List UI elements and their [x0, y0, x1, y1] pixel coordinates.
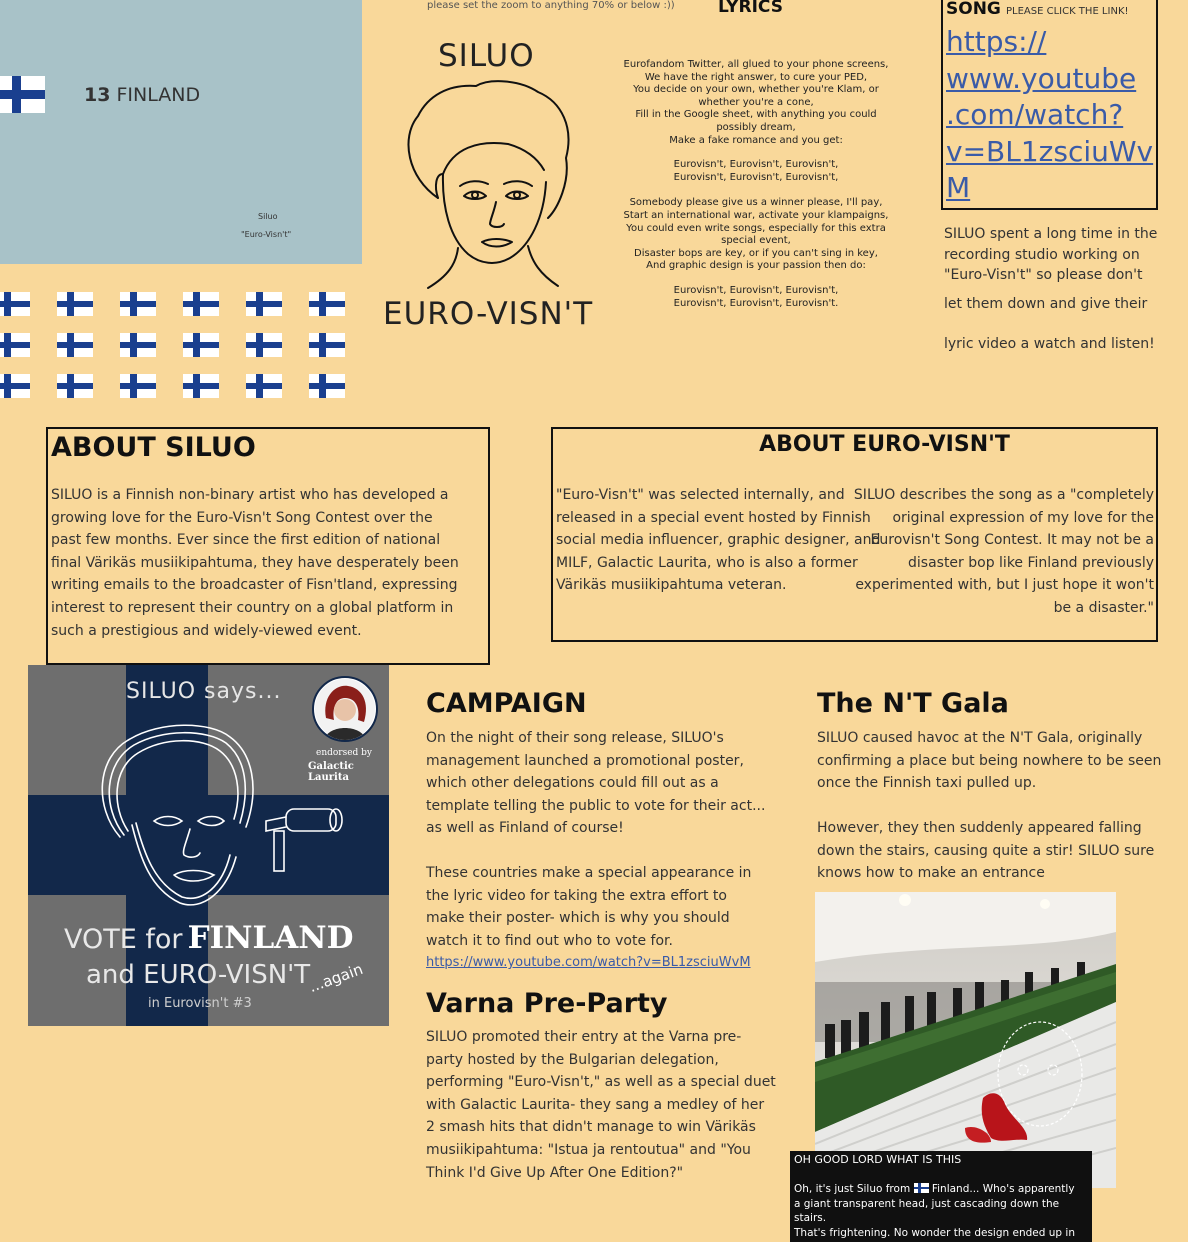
campaign-title: CAMPAIGN: [426, 688, 587, 719]
card-country: FINLAND: [116, 84, 201, 106]
flag-grid: [0, 292, 360, 402]
poster-finland: FINLAND: [187, 920, 354, 956]
finland-flag-icon: [309, 292, 345, 316]
finland-flag-icon: [183, 374, 219, 398]
card-artist: Siluo: [258, 212, 278, 221]
campaign-youtube-link[interactable]: https://www.youtube.com/watch?v=BL1zsciuWvM: [426, 955, 751, 970]
poster-says: SILUO says...: [126, 679, 282, 704]
about-siluo-title: ABOUT SILUO: [51, 432, 256, 463]
tweet-line-3: stairs.: [794, 1212, 827, 1224]
tweet-line-2: a giant transparent head, just cascading down the: [794, 1197, 1060, 1210]
tweet-line-4: That's frightening. No wonder the design ended up in: [794, 1226, 1075, 1239]
finland-flag-icon: [120, 374, 156, 398]
finland-flag-icon: [246, 374, 282, 398]
song-label: SONG: [946, 0, 1001, 19]
finland-flag-icon: [120, 292, 156, 316]
song-click-note: PLEASE CLICK THE LINK!: [1005, 6, 1129, 17]
lyrics-verse-1: Eurofandom Twitter, all glued to your phone screens, We have the right answer, to cure your PED, You decide on your own, whether you're Klam, or whether you're a cone, Fill in the Google sheet, with anything you could possibly dream, Make a fake romance and you get:: [623, 59, 889, 146]
siluo-face-icon: [90, 717, 350, 932]
gala-p2: However, they then suddenly appeared falling down the stairs, causing quite a stir! SILUO sure knows how to make an entrance: [817, 820, 1155, 882]
lyrics-chorus-1: Eurovisn't, Eurovisn't, Eurovisn't, Eurovisn't, Eurovisn't, Eurovisn't,: [673, 159, 839, 183]
tweet-card: [790, 1151, 1092, 1242]
poster-endorser: Galactic Laurita: [308, 761, 354, 783]
card-number: 13: [84, 84, 111, 106]
gala-stairs-photo: [815, 892, 1116, 1188]
song-info-p3: lyric video a watch and listen!: [944, 336, 1155, 352]
finland-flag-icon: [246, 292, 282, 316]
gala-photo: [815, 892, 1116, 1188]
finland-flag-icon: [120, 333, 156, 357]
tweet-header: OH GOOD LORD WHAT IS THIS: [794, 1153, 962, 1166]
tweet-body: [794, 1182, 1092, 1240]
logo-song: EURO-VISN'T: [383, 296, 594, 332]
country-card: [0, 0, 362, 264]
poster-and: and EURO-VISN'T: [86, 960, 311, 990]
about-song-right: SILUO describes the song as a "completely original expression of my love for the Eurovisn't Song Contest. It may not be a disaster bop like Finland previously experimented with, but I just hope it won't be a disaster.": [853, 487, 1154, 616]
poster-vote: VOTE for: [64, 924, 183, 955]
song-youtube-link[interactable]: https:// www.youtube .com/watch? v=BL1zsciuWv M: [946, 25, 1154, 205]
about-siluo-box: [46, 427, 490, 665]
finland-flag-icon: [0, 374, 30, 398]
lyrics-verse-2: Somebody please give us a winner please, I'll pay, Start an international war, activate your klampaigns, You could even write songs, especially for this extra special event, Disaster bops are key, or if you can't sing in key, And graphic design is your passion then do:: [623, 197, 889, 272]
varna-text: SILUO promoted their entry at the Varna pre-party hosted by the Bulgarian delegation, performing "Euro-Visn't," as well as a special duet with Galactic Laurita- they sang a medley of her 2 smash hits that didn't manage to win Värikäs musiikipahtuma: "Istua ja rentoutua" and "You Think I'd Give Up After One Edition?": [426, 1029, 776, 1181]
lyrics-title: LYRICS: [718, 0, 783, 17]
finland-flag-icon: [183, 333, 219, 357]
about-song-title: ABOUT EURO-VISN'T: [759, 432, 1010, 457]
vote-poster: [28, 665, 389, 1026]
campaign-p2: These countries make a special appearance in the lyric video for taking the extra effort to make their poster- which is why you should watch it to find out who to vote for.: [426, 865, 752, 949]
poster-edition: in Eurovisn't #3: [148, 996, 252, 1011]
finland-flag-icon: [309, 333, 345, 357]
zoom-note: please set the zoom to anything 70% or below :)): [427, 0, 675, 11]
song-info-p1: SILUO spent a long time in the recording studio working on "Euro-Visn't" so please don't: [944, 226, 1158, 284]
about-song-box: [551, 427, 1158, 642]
song-label-row: [946, 0, 1129, 19]
finland-flag-icon: [57, 292, 93, 316]
logo-artist: SILUO: [438, 38, 535, 74]
varna-title: Varna Pre-Party: [426, 988, 668, 1019]
finland-flag-icon: [246, 333, 282, 357]
poster-again: ...again: [306, 959, 366, 997]
finland-flag-icon: [57, 333, 93, 357]
finland-flag-icon: [57, 374, 93, 398]
finland-flag-icon: [0, 76, 45, 113]
finland-flag-icon: [0, 292, 30, 316]
lyrics-chorus-2: Eurovisn't, Eurovisn't, Eurovisn't, Eurovisn't, Eurovisn't, Eurovisn't.: [673, 284, 839, 309]
finland-flag-icon: [309, 374, 345, 398]
finland-flag-icon: [0, 333, 30, 357]
lyrics-block: [610, 59, 902, 310]
song-link-box: [941, 0, 1158, 210]
card-title: [84, 84, 200, 106]
finland-flag-icon: [914, 1183, 929, 1193]
tweet-line-1: Oh, it's just Siluo from Finland... Who's apparently: [794, 1183, 1075, 1195]
about-siluo-text: SILUO is a Finnish non-binary artist who has developed a growing love for the Euro-Visn't Song Contest over the past few months. Ever since the first edition of national final Värikäs musiikipahtuma, they have desperately been writing emails to the broadcaster of Fisn'tland, expressing interest to represent their country on a global platform in such a prestigious and widely-viewed event.: [51, 487, 459, 639]
song-info-p2: let them down and give their: [944, 296, 1148, 312]
gala-p1: SILUO caused havoc at the N'T Gala, originally confirming a place but being nowhere to be seen once the Finnish taxi pulled up.: [817, 730, 1162, 792]
poster-vote-line: [64, 920, 354, 956]
poster-endorsed: endorsed by: [316, 748, 373, 758]
finland-flag-icon: [183, 292, 219, 316]
gala-title: The N'T Gala: [817, 688, 1009, 719]
campaign-p1: On the night of their song release, SILUO's management launched a promotional poster, which other delegations could fill out as a template telling the public to vote for their act... as well as Finland of course!: [426, 730, 766, 837]
about-song-left: "Euro-Visn't" was selected internally, and released in a special event hosted by Finnish social media influencer, graphic designer, and MILF, Galactic Laurita, who is also a former Värikäs musiikipahtuma veteran.: [556, 487, 881, 594]
card-song: "Euro-Visn't": [241, 230, 292, 239]
siluo-face-icon: [398, 78, 578, 290]
